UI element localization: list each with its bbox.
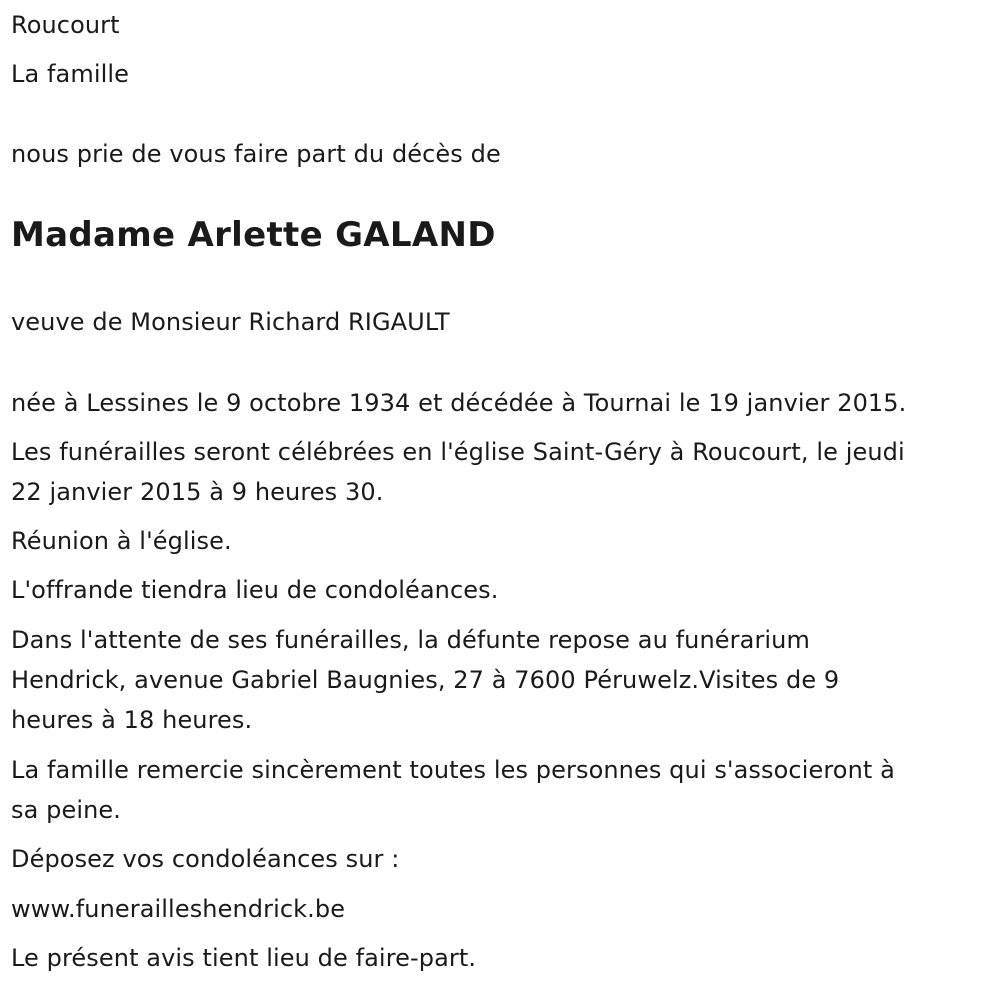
funeral-line-2: 22 janvier 2015 à 9 heures 30. (11, 478, 384, 506)
meeting-line: Réunion à l'église. (11, 527, 232, 555)
birth-death-line: née à Lessines le 9 octobre 1934 et décédée à Tournai le 19 janvier 2015. (11, 389, 907, 417)
closing-line: Le présent avis tient lieu de faire-part. (11, 944, 477, 972)
website-line: www.funerailleshendrick.be (11, 895, 346, 923)
spouse-line: veuve de Monsieur Richard RIGAULT (11, 308, 450, 336)
funeral-line-1: Les funérailles seront célébrées en l'église Saint-Géry à Roucourt, le jeudi (11, 438, 905, 466)
rest-line-2: Hendrick, avenue Gabriel Baugnies, 27 à 7600 Péruwelz.Visites de 9 (11, 666, 840, 694)
thanks-line-2: sa peine. (11, 796, 122, 824)
intro-line: nous prie de vous faire part du décès de (11, 140, 501, 168)
family-line: La famille (11, 60, 130, 88)
thanks-line-1: La famille remercie sincèrement toutes les personnes qui s'associeront à (11, 756, 895, 784)
condolences-label: Déposez vos condoléances sur : (11, 845, 400, 873)
deceased-name: Madame Arlette GALAND (11, 215, 496, 255)
rest-line-1: Dans l'attente de ses funérailles, la défunte repose au funérarium (11, 626, 810, 654)
offering-line: L'offrande tiendra lieu de condoléances. (11, 576, 499, 604)
location-line: Roucourt (11, 11, 120, 39)
rest-line-3: heures à 18 heures. (11, 706, 253, 734)
